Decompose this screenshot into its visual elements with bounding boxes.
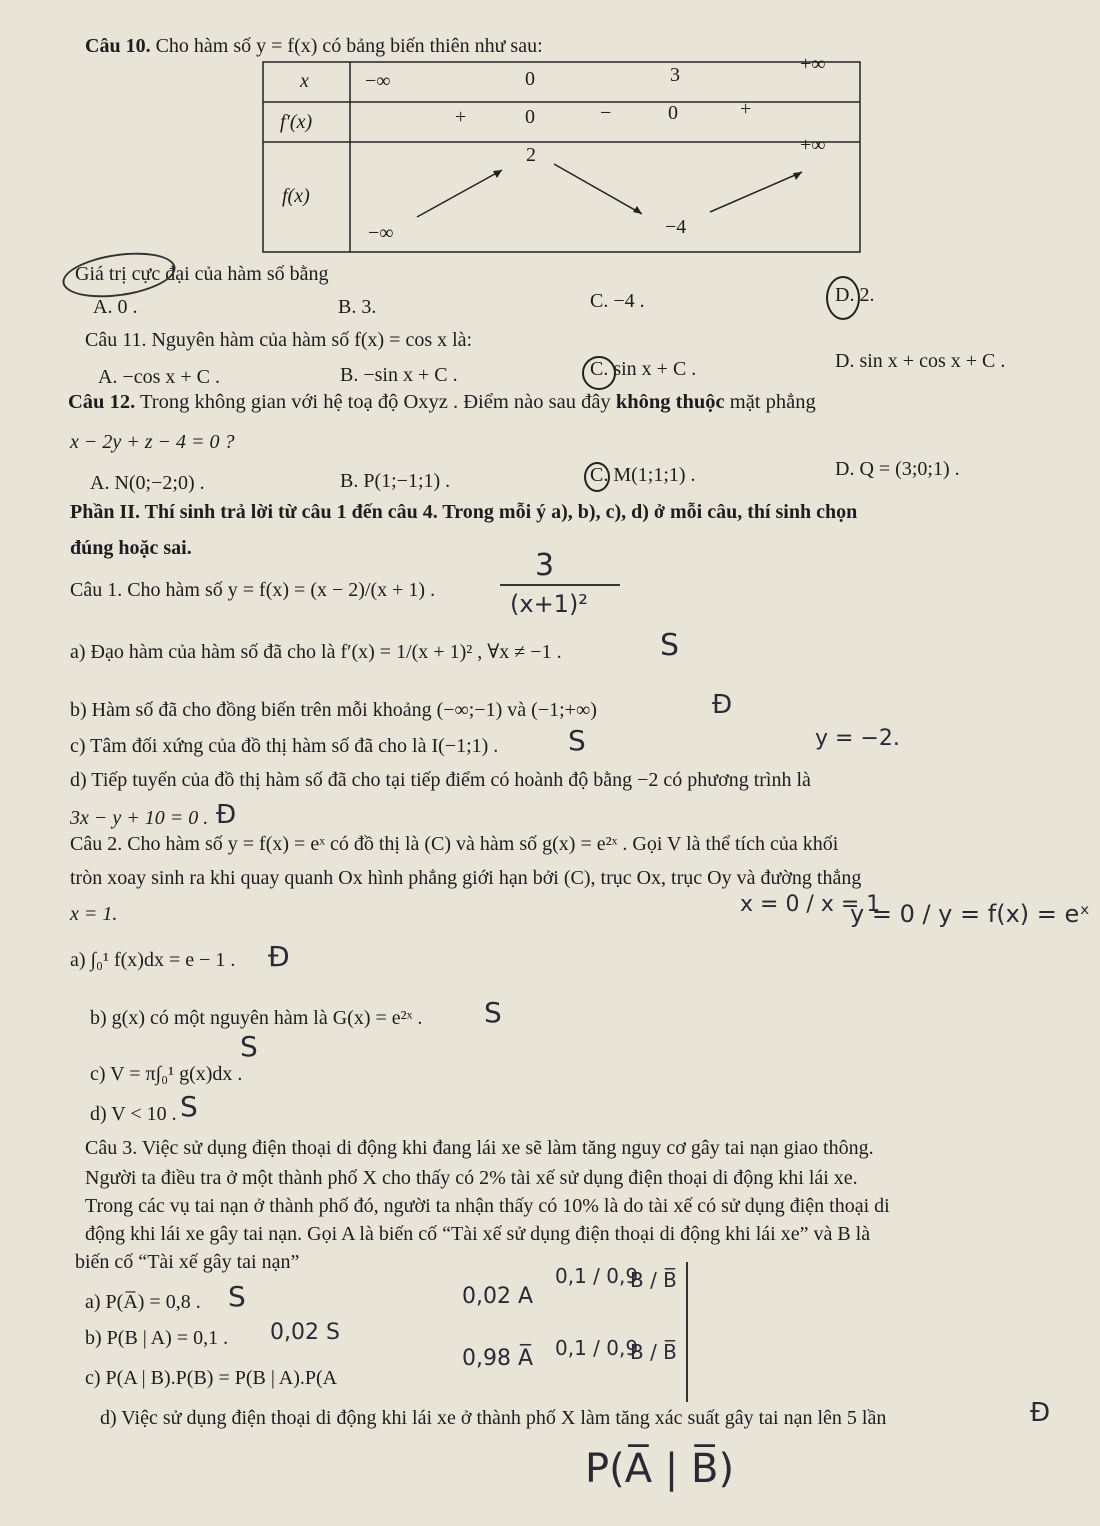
hw-system-1: x = 0 / x = 1 xyxy=(740,892,881,917)
q12-option-c: C. M(1;1;1) . xyxy=(590,464,696,486)
hw-mark-c3b: 0,02 S xyxy=(270,1320,340,1345)
x-neg-inf: −∞ xyxy=(365,70,391,92)
q11-option-a: A. −cos x + C . xyxy=(98,366,221,388)
c3-line4: động khi lái xe gây tai nạn. Gọi A là biến cố “Tài xế sử dụng điện thoại di động khi lái xe” và B là xyxy=(85,1223,871,1245)
fp-zero-1: 0 xyxy=(525,106,535,128)
f-right-high: +∞ xyxy=(800,134,826,156)
fp-zero-2: 0 xyxy=(668,102,678,124)
row-x-label: x xyxy=(300,70,309,92)
c2-item-c: c) V = π∫₀¹ g(x)dx . xyxy=(90,1063,243,1085)
hw-fraction-bar xyxy=(500,584,620,586)
fp-sign-1: + xyxy=(455,106,467,128)
hw-bottom-expression: P(A̅ | B̅) xyxy=(585,1446,735,1492)
q12-emphasis: không thuộc xyxy=(615,391,725,413)
q10-option-c: C. −4 . xyxy=(590,290,645,312)
answer-circle-q12 xyxy=(584,462,610,492)
c1-item-a: a) Đạo hàm của hàm số đã cho là f′(x) = 1/(x + 1)² , ∀x ≠ −1 . xyxy=(70,641,562,663)
q10-option-a: A. 0 . xyxy=(93,296,138,318)
hw-mark-c3d: Đ xyxy=(1030,1398,1051,1428)
c3-item-a: a) P(A̅) = 0,8 . xyxy=(85,1291,201,1313)
part2-heading-line1: Phần II. Thí sinh trả lời từ câu 1 đến câu 4. Trong mỗi ý a), b), c), d) ở mỗi câu, thí sinh chọn xyxy=(70,501,858,523)
answer-circle-q10 xyxy=(826,276,860,320)
q10-option-d: D. 2. xyxy=(835,284,875,306)
c3-line1-text: Câu 3. Việc sử dụng điện thoại di động khi đang lái xe sẽ làm tăng nguy cơ gây tai nạn giao thông. xyxy=(85,1137,874,1159)
q12-stem-text: Trong không gian với hệ toạ độ Oxyz . Điểm nào sau đây xyxy=(139,391,611,413)
c1-item-d-line1: d) Tiếp tuyến của đồ thị hàm số đã cho tại tiếp điểm có hoành độ bằng −2 có phương trình là xyxy=(70,769,811,791)
c3-item-c: c) P(A | B).P(B) = P(B | A).P(A xyxy=(85,1367,338,1389)
q10-question: Giá trị cực đại của hàm số bằng xyxy=(75,263,329,285)
hw-note-c1: y = −2. xyxy=(815,726,900,751)
q12-stem-end: mặt phẳng xyxy=(729,391,816,413)
f-trough: −4 xyxy=(665,216,687,238)
c3-item-d: d) Việc sử dụng điện thoại di động khi lái xe ở thành phố X làm tăng xác suất gây tai nạn lên 5 lần xyxy=(100,1407,887,1429)
q11-option-b: B. −sin x + C . xyxy=(340,364,458,386)
c2-stem-line3: x = 1. xyxy=(70,903,118,925)
x-zero: 0 xyxy=(525,68,535,90)
c1-stem: Câu 1. Cho hàm số y = f(x) = (x − 2)/(x + 1) . xyxy=(70,579,436,601)
q10-stem-text: Cho hàm số y = f(x) có bảng biến thiên như sau: xyxy=(155,35,543,57)
q11-option-c: C. sin x + C . xyxy=(590,358,697,380)
hw-deriv-numerator: 3 xyxy=(535,548,555,583)
variation-table xyxy=(262,42,862,254)
c1-item-b: b) Hàm số đã cho đồng biến trên mỗi khoảng (−∞;−1) và (−1;+∞) xyxy=(70,699,597,721)
q11-stem: Câu 11. Nguyên hàm của hàm số f(x) = cos x là: xyxy=(85,329,473,351)
hw-mark-c1a: S xyxy=(660,628,680,663)
hw-vertical-line xyxy=(686,1262,688,1402)
c1-item-c: c) Tâm đối xứng của đồ thị hàm số đã cho là I(−1;1) . xyxy=(70,735,499,757)
hw-mark-c2b: S xyxy=(484,996,502,1029)
hw-deriv-denominator: (x+1)² xyxy=(510,590,588,618)
hw-frac-b2: B / B̅ xyxy=(630,1340,677,1364)
q10-title: Câu 10. xyxy=(85,35,151,57)
part2-heading-line2: đúng hoặc sai. xyxy=(70,537,192,559)
hw-mark-c1b: Đ xyxy=(712,690,733,720)
c3-line2: Người ta điều tra ở một thành phố X cho thấy có 2% tài xế sử dụng điện thoại di động khi lái xe. xyxy=(85,1167,858,1189)
answer-circle-q11 xyxy=(582,356,616,390)
q12-stem-line1 xyxy=(68,390,816,415)
c1-item-d-line2: 3x − y + 10 = 0 . xyxy=(70,807,209,829)
q11-option-d: D. sin x + cos x + C . xyxy=(835,350,1006,372)
q10-option-b: B. 3. xyxy=(338,296,377,318)
hw-mark-c2a: Đ xyxy=(268,940,290,973)
c2-item-a: a) ∫₀¹ f(x)dx = e − 1 . xyxy=(70,949,236,971)
q12-option-a: A. N(0;−2;0) . xyxy=(90,472,205,494)
hw-mark-c1c: S xyxy=(568,724,586,757)
c3-line1 xyxy=(85,1136,874,1160)
hw-frac-b1: B / B̅ xyxy=(630,1268,677,1292)
hw-mark-c2d: S xyxy=(180,1090,198,1123)
c2-stem-line2: tròn xoay sinh ra khi quay quanh Ox hình phẳng giới hạn bởi (C), trục Ox, trục Oy và đường thẳng xyxy=(70,867,862,889)
hw-calc-1: 0,02 A xyxy=(462,1284,534,1309)
fp-sign-3: + xyxy=(740,98,752,120)
f-left-low: −∞ xyxy=(368,222,394,244)
fp-sign-2: − xyxy=(600,102,612,124)
row-f-label: f(x) xyxy=(282,185,310,207)
q12-title: Câu 12. xyxy=(68,391,136,413)
hw-system-2: y = 0 / y = f(x) = eˣ xyxy=(850,900,1090,928)
c3-line3: Trong các vụ tai nạn ở thành phố đó, người ta nhận thấy có 10% là do tài xế có sử dụng điện thoại di xyxy=(85,1195,890,1217)
hw-mark-c2c: S xyxy=(240,1030,258,1063)
hw-mark-c1d: Đ xyxy=(216,800,237,830)
f-peak: 2 xyxy=(526,144,536,166)
row-fprime-label: f′(x) xyxy=(280,111,313,133)
c2-stem-line1: Câu 2. Cho hàm số y = f(x) = eˣ có đồ thị là (C) và hàm số g(x) = e²ˣ . Gọi V là thể tích của khối xyxy=(70,833,839,855)
c2-item-d: d) V < 10 . xyxy=(90,1103,177,1125)
c2-item-b: b) g(x) có một nguyên hàm là G(x) = e²ˣ . xyxy=(90,1007,423,1029)
q12-plane-equation: x − 2y + z − 4 = 0 ? xyxy=(70,431,235,453)
q12-option-b: B. P(1;−1;1) . xyxy=(340,470,451,492)
q12-option-d: D. Q = (3;0;1) . xyxy=(835,458,960,480)
hw-calc-2: 0,98 A̅ xyxy=(462,1346,534,1371)
hw-frac-2: 0,1 / 0,9 xyxy=(555,1336,639,1360)
hw-frac-1: 0,1 / 0,9 xyxy=(555,1264,639,1288)
x-pos-inf: +∞ xyxy=(800,53,826,75)
x-three: 3 xyxy=(670,64,680,86)
c3-item-b: b) P(B | A) = 0,1 . xyxy=(85,1327,229,1349)
hw-mark-c3a: S xyxy=(228,1280,246,1313)
c3-line5: biến cố “Tài xế gây tai nạn” xyxy=(75,1251,300,1273)
